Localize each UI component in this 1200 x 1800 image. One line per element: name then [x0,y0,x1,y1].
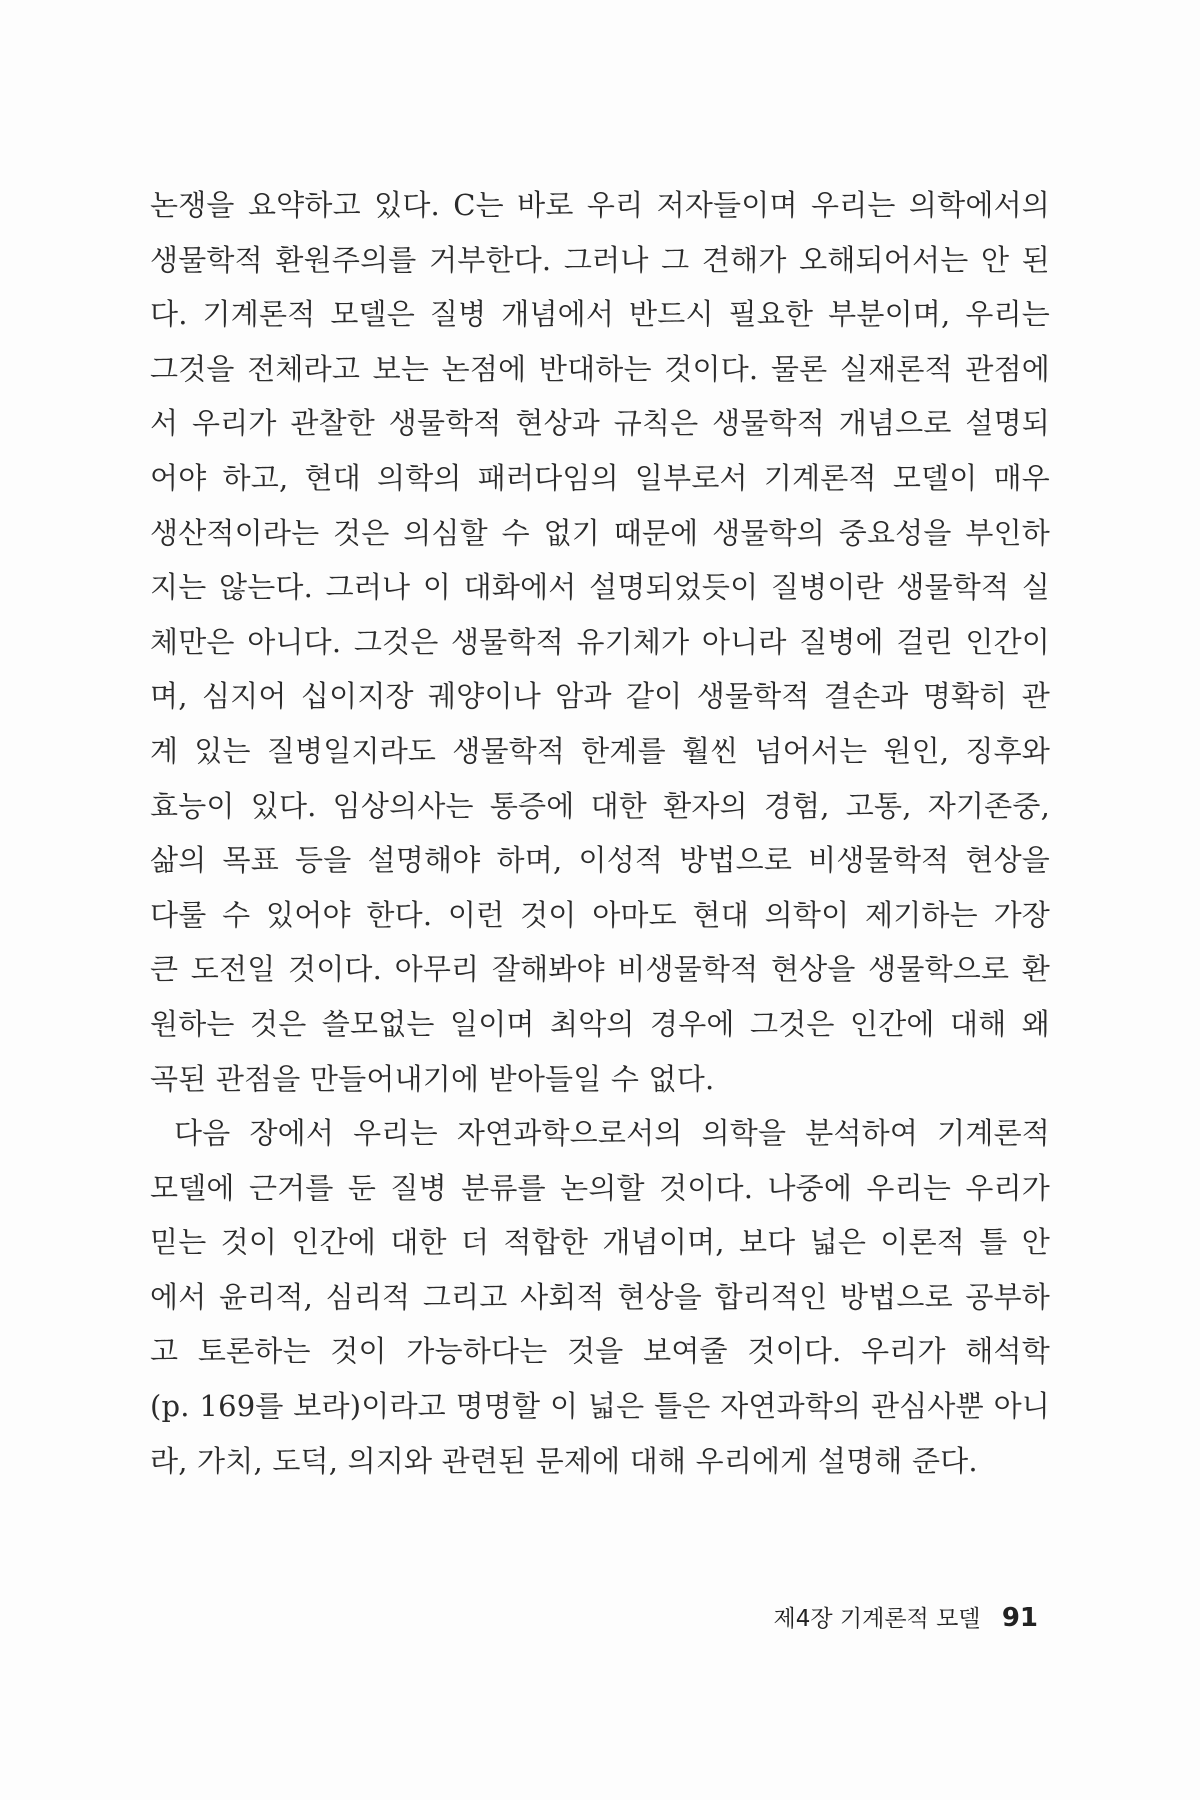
text-line: 그것을 전체라고 보는 논점에 반대하는 것이다. 물론 실재론적 관점에 [150,351,1050,386]
text-line: 효능이 있다. 임상의사는 통증에 대한 환자의 경험, 고통, 자기존중, [150,788,1050,823]
text-line: 에서 윤리적, 심리적 그리고 사회적 현상을 합리적인 방법으로 공부하 [150,1279,1050,1314]
paragraph [150,178,1050,1106]
text-line: 생산적이라는 것은 의심할 수 없기 때문에 생물학의 중요성을 부인하 [150,515,1050,550]
chapter-title: 제4장 기계론적 모델 [773,1606,981,1632]
text-line: 큰 도전일 것이다. 아무리 잘해봐야 비생물학적 현상을 생물학으로 환 [150,952,1050,987]
text-line: 고 토론하는 것이 가능하다는 것을 보여줄 것이다. 우리가 해석학 [150,1334,1050,1369]
text-line: (p. 169를 보라)이라고 명명할 이 넓은 틀은 자연과학의 관심사뿐 아니 [150,1389,1050,1424]
text-line: 다음 장에서 우리는 자연과학으로서의 의학을 분석하여 기계론적 [174,1116,1050,1151]
text-line: 며, 심지어 십이지장 궤양이나 암과 같이 생물학적 결손과 명확히 관 [150,679,1050,714]
text-line: 계 있는 질병일지라도 생물학적 한계를 훨씬 넘어서는 원인, 징후와 [150,733,1050,768]
text-line: 믿는 것이 인간에 대한 더 적합한 개념이며, 보다 넓은 이론적 틀 안 [150,1225,1050,1260]
text-line: 원하는 것은 쓸모없는 일이며 최악의 경우에 그것은 인간에 대해 왜 [150,1006,1050,1041]
body-text [150,178,1050,1488]
text-line: 서 우리가 관찰한 생물학적 현상과 규칙은 생물학적 개념으로 설명되 [150,406,1050,441]
text-line: 체만은 아니다. 그것은 생물학적 유기체가 아니라 질병에 걸린 인간이 [150,624,1050,659]
text-line: 지는 않는다. 그러나 이 대화에서 설명되었듯이 질병이란 생물학적 실 [150,570,1050,605]
text-line: 라, 가치, 도덕, 의지와 관련된 문제에 대해 우리에게 설명해 준다. [150,1443,978,1478]
page-number: 91 [1001,1603,1038,1633]
text-line: 생물학적 환원주의를 거부한다. 그러나 그 견해가 오해되어서는 안 된 [150,242,1050,277]
running-footer [774,1600,1039,1633]
text-line: 어야 하고, 현대 의학의 패러다임의 일부로서 기계론적 모델이 매우 [150,460,1050,495]
text-line: 다룰 수 있어야 한다. 이런 것이 아마도 현대 의학이 제기하는 가장 [150,897,1050,932]
paragraph [150,1106,1050,1488]
text-line: 논쟁을 요약하고 있다. C는 바로 우리 저자들이며 우리는 의학에서의 [150,188,1050,222]
text-line: 모델에 근거를 둔 질병 분류를 논의할 것이다. 나중에 우리는 우리가 [150,1170,1050,1205]
text-line: 다. 기계론적 모델은 질병 개념에서 반드시 필요한 부분이며, 우리는 [150,297,1050,332]
text-line: 곡된 관점을 만들어내기에 받아들일 수 없다. [150,1061,715,1096]
text-line: 삶의 목표 등을 설명해야 하며, 이성적 방법으로 비생물학적 현상을 [150,843,1050,878]
